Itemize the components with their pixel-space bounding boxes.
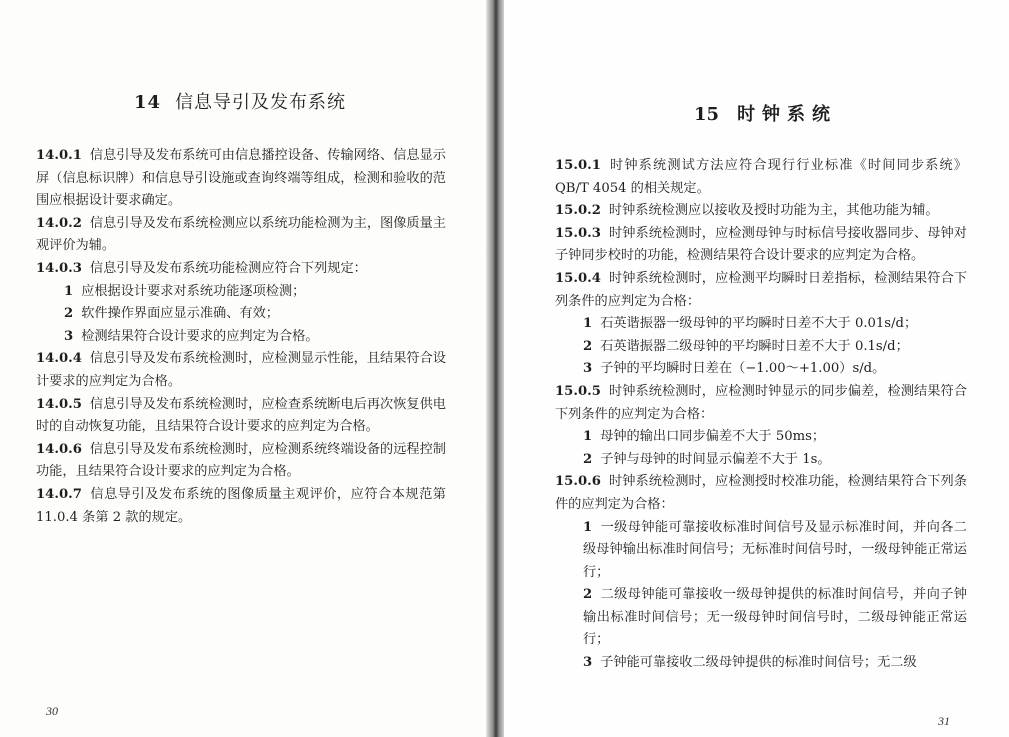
- right-page: [504, 0, 1009, 737]
- item-number: 2: [583, 451, 593, 467]
- clause-paragraph: [555, 381, 967, 426]
- item-text: 子钟与母钟的时间显示偏差不大于 1s。: [600, 451, 831, 467]
- chapter-title: [694, 100, 837, 126]
- page-number: 30: [46, 704, 58, 718]
- list-item: [555, 336, 967, 359]
- item-text: 应根据设计要求对系统功能逐项检测；: [81, 283, 306, 299]
- left-page: [0, 0, 488, 737]
- list-item: [555, 426, 967, 449]
- clause-number: 14.0.7: [36, 486, 82, 502]
- item-text: 软件操作界面应显示准确、有效；: [81, 306, 279, 322]
- clause-paragraph: [36, 394, 446, 439]
- item-number: 2: [583, 338, 593, 354]
- list-item: [555, 584, 967, 652]
- clause-paragraph: [555, 223, 967, 268]
- clause-paragraph: [36, 213, 446, 258]
- item-text: 子钟能可靠接收二级母钟提供的标准时间信号；无二级: [600, 655, 917, 671]
- list-item: [555, 313, 967, 336]
- clause-number: 14.0.5: [36, 396, 82, 412]
- list-item: [555, 652, 967, 675]
- clause-text: 信息引导及发布系统功能检测应符合下列规定：: [89, 260, 367, 276]
- item-text: 母钟的输出口同步偏差不大于 50ms；: [600, 429, 826, 445]
- clause-text: 时钟系统测试方法应符合现行行业标准《时间同步系统》QB/T 4054 的相关规定。: [555, 158, 967, 196]
- clause-text: 时钟系统检测时，应检测母钟与时标信号接收器同步、母钟对子钟同步校时的功能，检测结果符合设计要求的应判定为合格。: [555, 225, 967, 264]
- item-text: 子钟的平均瞬时日差在（−1.00～+1.00）s/d。: [600, 361, 886, 377]
- list-item: [555, 358, 967, 381]
- item-text: 检测结果符合设计要求的应判定为合格。: [81, 328, 319, 344]
- item-text: 石英谐振器二级母钟的平均瞬时日差不大于 0.1s/d；: [600, 338, 909, 354]
- clause-paragraph: [555, 200, 967, 223]
- item-number: 1: [583, 429, 593, 445]
- clause-number: 14.0.3: [36, 260, 82, 276]
- clause-text: 时钟系统检测应以接收及授时功能为主，其他功能为辅。: [608, 203, 939, 219]
- clause-text: 时钟系统检测时，应检测平均瞬时日差指标，检测结果符合下列条件的应判定为合格：: [555, 270, 967, 309]
- clause-paragraph: [555, 155, 967, 200]
- item-number: 3: [583, 361, 593, 377]
- page-number: 31: [938, 714, 950, 728]
- clause-number: 15.0.4: [555, 270, 601, 286]
- clause-number: 14.0.1: [36, 148, 82, 163]
- clause-paragraph: [36, 145, 446, 213]
- item-text: 二级母钟能可靠接收一级母钟提供的标准时间信号，并向子钟输出标准时间信号；无一级母钟时间信号时，二级母钟能正常运行；: [583, 587, 967, 648]
- clause-number: 15.0.5: [555, 383, 601, 399]
- item-text: 一级母钟能可靠接收标准时间信号及显示标准时间，并向各二级母钟输出标准时间信号；无标准时间信号时，一级母钟能正常运行；: [583, 519, 967, 580]
- clause-text: 信息导引及发布系统的图像质量主观评价，应符合本规范第 11.0.4 条第 2 款的规定。: [36, 486, 446, 525]
- clause-number: 15.0.6: [555, 474, 601, 490]
- item-number: 1: [583, 316, 593, 332]
- clause-paragraph: [36, 484, 446, 529]
- chapter-name: 时钟系统: [737, 104, 838, 125]
- list-item: [555, 517, 967, 585]
- clause-text: 信息引导及发布系统检测应以系统功能检测为主，图像质量主观评价为辅。: [36, 215, 446, 254]
- item-number: 2: [64, 306, 74, 322]
- clause-paragraph: [555, 268, 967, 313]
- chapter-name: 信息导引及发布系统: [175, 92, 347, 113]
- list-item: [36, 281, 446, 304]
- right-body-text: [555, 155, 967, 675]
- clause-number: 14.0.6: [36, 441, 82, 457]
- clause-text: 信息引导及发布系统检测时，应检测显示性能，且结果符合设计要求的应判定为合格。: [36, 351, 446, 389]
- clause-paragraph: [555, 471, 967, 516]
- clause-paragraph: [36, 348, 446, 393]
- chapter-title: [134, 88, 346, 114]
- clause-number: 15.0.3: [555, 225, 601, 241]
- item-number: 1: [583, 519, 593, 535]
- clause-text: 信息引导及发布系统检测时，应检查系统断电后再次恢复供电时的自动恢复功能，且结果符合设计要求的应判定为合格。: [36, 396, 446, 435]
- clause-text: 信息引导及发布系统检测时，应检测系统终端设备的远程控制功能，且结果符合设计要求的应判定为合格。: [36, 441, 446, 480]
- book-gutter: [486, 0, 506, 737]
- left-body-text: [36, 145, 446, 529]
- clause-number: 15.0.1: [555, 158, 601, 173]
- item-number: 1: [64, 283, 74, 299]
- item-number: 3: [583, 655, 593, 671]
- item-number: 3: [64, 328, 74, 344]
- clause-paragraph: [36, 258, 446, 281]
- clause-text: 时钟系统检测时，应检测时钟显示的同步偏差，检测结果符合下列条件的应判定为合格：: [555, 383, 967, 422]
- clause-text: 信息引导及发布系统可由信息播控设备、传输网络、信息显示屏（信息标识牌）和信息导引设施或查询终端等组成，检测和验收的范围应根据设计要求确定。: [36, 148, 446, 209]
- list-item: [555, 449, 967, 472]
- item-number: 2: [583, 587, 593, 603]
- list-item: [36, 326, 446, 349]
- clause-paragraph: [36, 439, 446, 484]
- list-item: [36, 303, 446, 326]
- clause-number: 14.0.4: [36, 351, 82, 367]
- clause-text: 时钟系统检测时，应检测授时校准功能，检测结果符合下列条件的应判定为合格：: [555, 474, 967, 512]
- clause-number: 15.0.2: [555, 203, 601, 219]
- item-text: 石英谐振器一级母钟的平均瞬时日差不大于 0.01s/d；: [600, 316, 918, 332]
- clause-number: 14.0.2: [36, 215, 82, 231]
- chapter-number: 14: [134, 92, 162, 113]
- chapter-number: 15: [694, 104, 720, 125]
